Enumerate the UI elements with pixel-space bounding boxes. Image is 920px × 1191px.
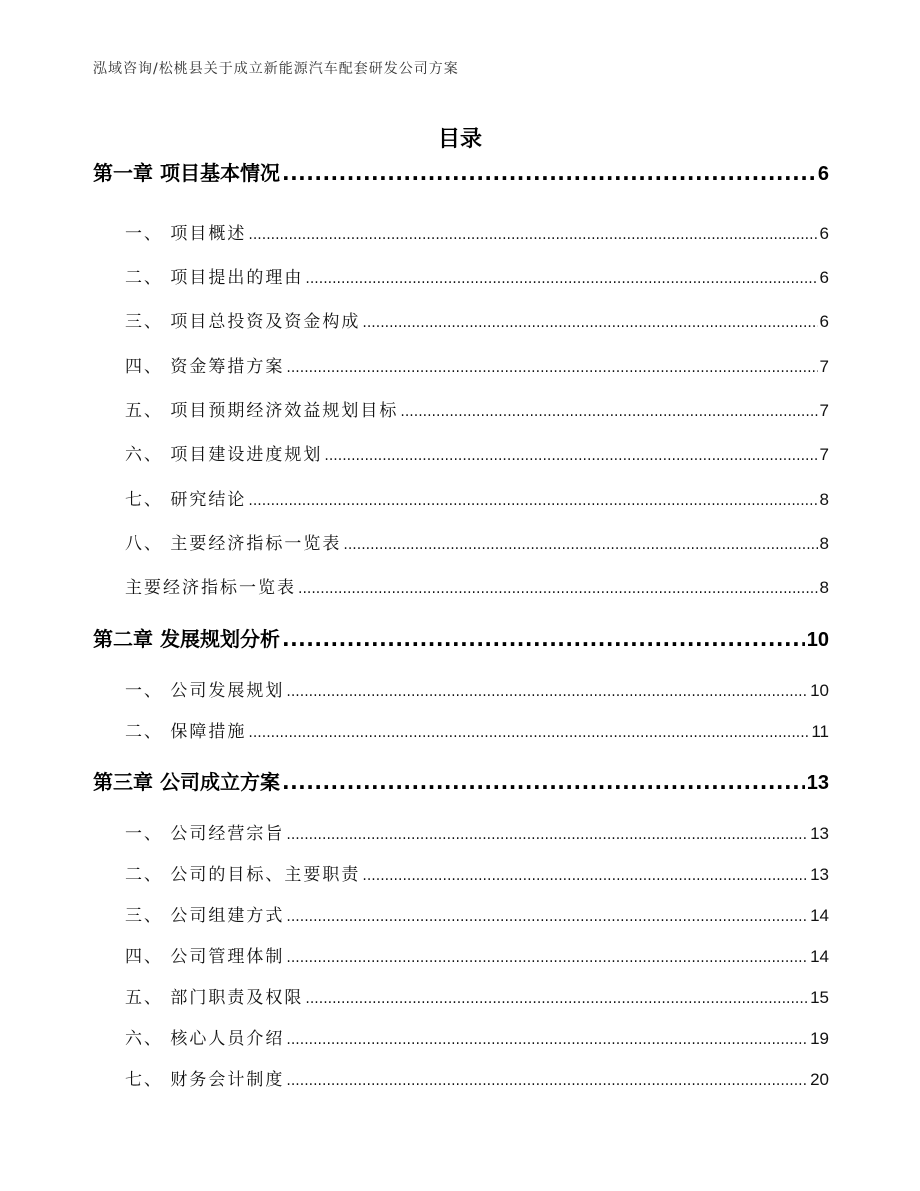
toc-leader-dots [286, 950, 808, 966]
toc-leader-dots [286, 909, 808, 925]
toc-entry-label: 五、 项目预期经济效益规划目标 [125, 401, 399, 421]
toc-leader-dots [298, 581, 818, 597]
toc-entry-label: 一、 公司发展规划 [125, 681, 285, 701]
toc-entry-label: 第二章 发展规划分析 [93, 627, 280, 651]
toc-page-number: 6 [819, 268, 829, 287]
toc-entry-label: 三、 项目总投资及资金构成 [125, 312, 361, 332]
toc-entry-label: 七、 研究结论 [125, 490, 247, 510]
toc-leader-dots [286, 684, 808, 700]
toc-entry-label: 四、 资金筹措方案 [125, 357, 285, 377]
toc-leader-dots [324, 448, 817, 464]
toc-page-number: 8 [819, 578, 829, 597]
toc-section-entry[interactable] [125, 485, 829, 510]
toc-section-entry[interactable] [125, 860, 829, 885]
toc-entry-label: 四、 公司管理体制 [125, 947, 285, 967]
toc-leader-dots [400, 404, 817, 420]
toc-section-entry[interactable] [125, 983, 829, 1008]
toc-leader-dots [282, 770, 805, 794]
toc-section-entry[interactable] [125, 676, 829, 701]
toc-page-number: 7 [819, 357, 829, 376]
toc-entry-label: 二、 公司的目标、主要职责 [125, 865, 361, 885]
toc-section-entry[interactable] [125, 529, 829, 554]
toc-section-entry[interactable] [125, 440, 829, 465]
toc-chapter-entry[interactable] [93, 766, 829, 795]
toc-leader-dots [282, 627, 805, 651]
page-header: 泓域咨询/松桃县关于成立新能源汽车配套研发公司方案 [93, 61, 459, 77]
toc-leader-dots [362, 315, 817, 331]
toc-page-number: 6 [819, 312, 829, 331]
toc-entry-label: 第一章 项目基本情况 [93, 161, 280, 185]
toc-section-entry[interactable] [125, 307, 829, 332]
toc-page-number: 7 [819, 445, 829, 464]
toc-leader-dots [305, 991, 808, 1007]
toc-entry-label: 二、 项目提出的理由 [125, 268, 304, 288]
toc-entry-label: 一、 项目概述 [125, 224, 247, 244]
toc-entry-label: 六、 核心人员介绍 [125, 1029, 285, 1049]
toc-section-entry[interactable] [125, 263, 829, 288]
toc-entry-label: 八、 主要经济指标一览表 [125, 534, 342, 554]
toc-leader-dots [286, 1073, 808, 1089]
toc-leader-dots [286, 827, 808, 843]
toc-page-number: 11 [811, 722, 829, 741]
toc-leader-dots [286, 360, 817, 376]
toc-page-number: 13 [810, 865, 829, 884]
toc-leader-dots [362, 868, 808, 884]
toc-leader-dots [286, 1032, 808, 1048]
toc-page-number: 19 [810, 1029, 829, 1048]
toc-page-number: 6 [819, 224, 829, 243]
toc-entry-label: 一、 公司经营宗旨 [125, 824, 285, 844]
toc-section-entry[interactable] [125, 1024, 829, 1049]
toc-entry-label: 七、 财务会计制度 [125, 1070, 285, 1090]
toc-page-number: 10 [806, 629, 829, 651]
toc-entry-label: 主要经济指标一览表 [125, 578, 296, 598]
toc-page-number: 13 [810, 824, 829, 843]
toc-page-number: 6 [817, 163, 829, 185]
toc-entry-label: 第三章 公司成立方案 [93, 770, 280, 794]
toc-entry-label: 三、 公司组建方式 [125, 906, 285, 926]
toc-entry-label: 六、 项目建设进度规划 [125, 445, 323, 465]
toc-section-entry[interactable] [125, 219, 829, 244]
toc-page-number: 13 [806, 772, 829, 794]
toc-section-entry[interactable] [125, 819, 829, 844]
toc-page-number: 10 [810, 681, 829, 700]
toc-leader-dots [282, 161, 816, 185]
toc-section-entry[interactable] [125, 352, 829, 377]
toc-chapter-entry[interactable] [93, 157, 829, 186]
toc-leader-dots [305, 271, 817, 287]
toc-leader-dots [343, 537, 817, 553]
toc-section-entry[interactable] [125, 942, 829, 967]
toc-page-number: 15 [810, 988, 829, 1007]
toc-leader-dots [248, 493, 817, 509]
toc-section-entry[interactable] [125, 1065, 829, 1090]
toc-section-entry[interactable] [125, 396, 829, 421]
toc-section-entry[interactable] [125, 717, 829, 742]
toc-section-entry[interactable] [125, 573, 829, 598]
toc-entry-label: 五、 部门职责及权限 [125, 988, 304, 1008]
toc-page-number: 14 [810, 947, 829, 966]
toc-entry-label: 二、 保障措施 [125, 722, 247, 742]
toc-page-number: 8 [819, 490, 829, 509]
toc-leader-dots [248, 227, 817, 243]
toc-page-number: 7 [819, 401, 829, 420]
toc-page-number: 14 [810, 906, 829, 925]
toc-section-entry[interactable] [125, 901, 829, 926]
toc-title: 目录 [437, 127, 482, 152]
toc-leader-dots [248, 725, 809, 741]
toc-page-number: 20 [810, 1070, 829, 1089]
toc-page-number: 8 [819, 534, 829, 553]
toc-chapter-entry[interactable] [93, 623, 829, 652]
